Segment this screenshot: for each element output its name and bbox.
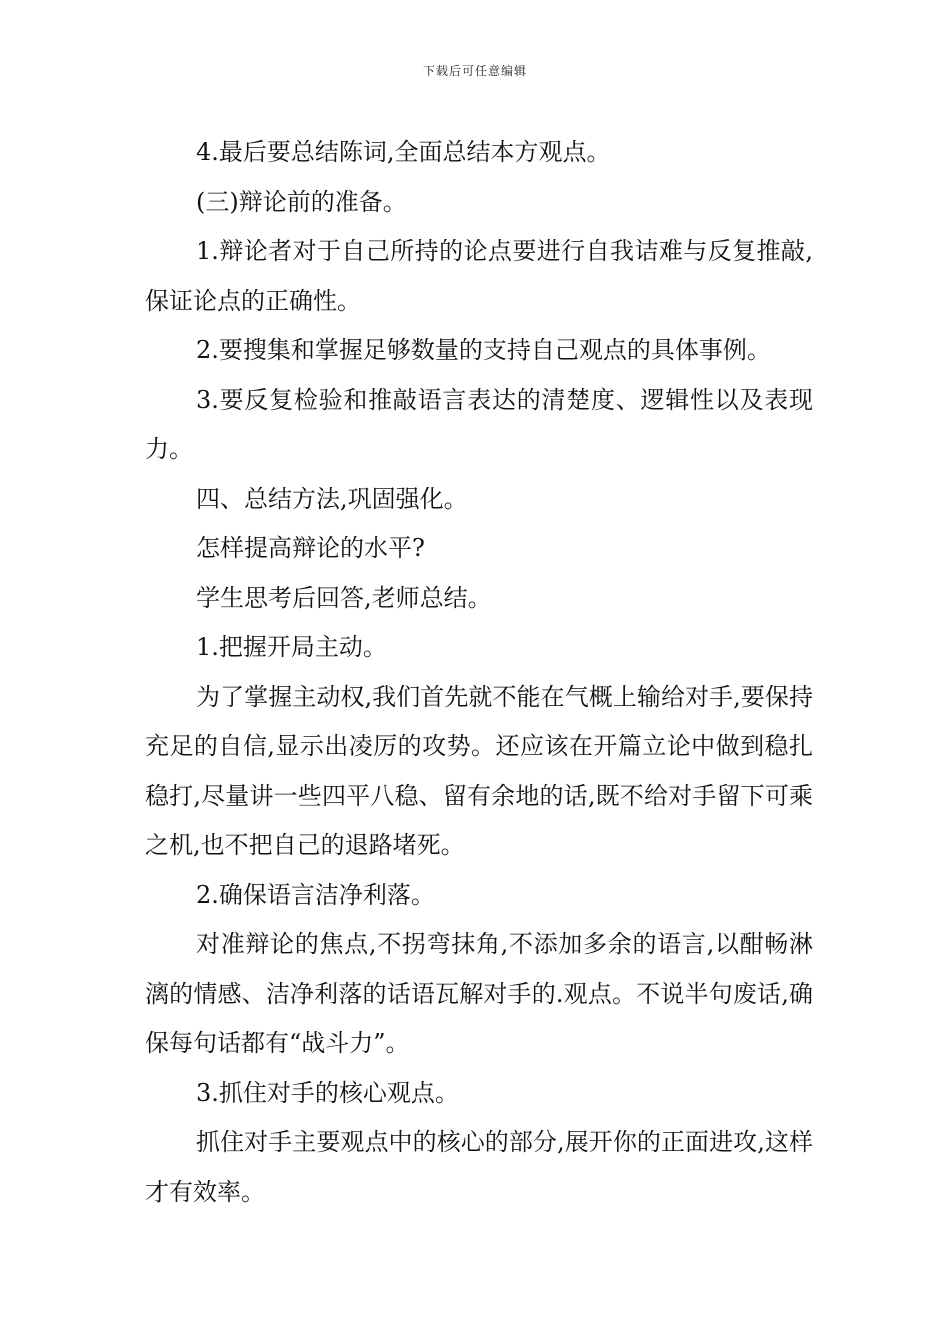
paragraph-prep-1: 1.辩论者对于自己所持的论点要进行自我诘难与反复推敲,保证论点的正确性。 xyxy=(145,237,813,315)
point-body-1: 为了掌握主动权,我们首先就不能在气概上输给对手,要保持充足的自信,显示出凌厉的攻势。还应该在开篇立论中做到稳扎稳打,尽量讲一些四平八稳、留有余地的话,既不给对手留下可乘之机,也不把自己的退路堵死。 xyxy=(145,682,813,859)
paragraph-prep-3: 3.要反复检验和推敲语言表达的清楚度、逻辑性以及表现力。 xyxy=(145,385,813,463)
point-body-2: 对准辩论的焦点,不拐弯抹角,不添加多余的语言,以酣畅淋漓的情感、洁净利落的话语瓦解对手的.观点。不说半句废话,确保每句话都有“战斗力”。 xyxy=(145,930,813,1057)
paragraph-question: 怎样提高辩论的水平? xyxy=(196,534,425,562)
point-body-3: 抓住对手主要观点中的核心的部分,展开你的正面进攻,这样才有效率。 xyxy=(145,1128,813,1206)
section-heading-summary-methods: 四、总结方法,巩固强化。 xyxy=(196,484,468,513)
paragraph-answer-intro: 学生思考后回答,老师总结。 xyxy=(196,583,492,612)
point-heading-3: 3.抓住对手的核心观点。 xyxy=(196,1078,459,1107)
point-heading-2: 2.确保语言洁净利落。 xyxy=(196,880,435,909)
section-heading-preparation: (三)辩论前的准备。 xyxy=(196,187,407,216)
paragraph-prep-2: 2.要搜集和掌握足够数量的支持自己观点的具体事例。 xyxy=(196,336,771,364)
paragraph-summary-statement: 4.最后要总结陈词,全面总结本方观点。 xyxy=(196,138,611,166)
page-header: 下载后可任意编辑 xyxy=(422,64,527,78)
document-body xyxy=(145,128,813,1217)
point-heading-1: 1.把握开局主动。 xyxy=(196,633,387,661)
